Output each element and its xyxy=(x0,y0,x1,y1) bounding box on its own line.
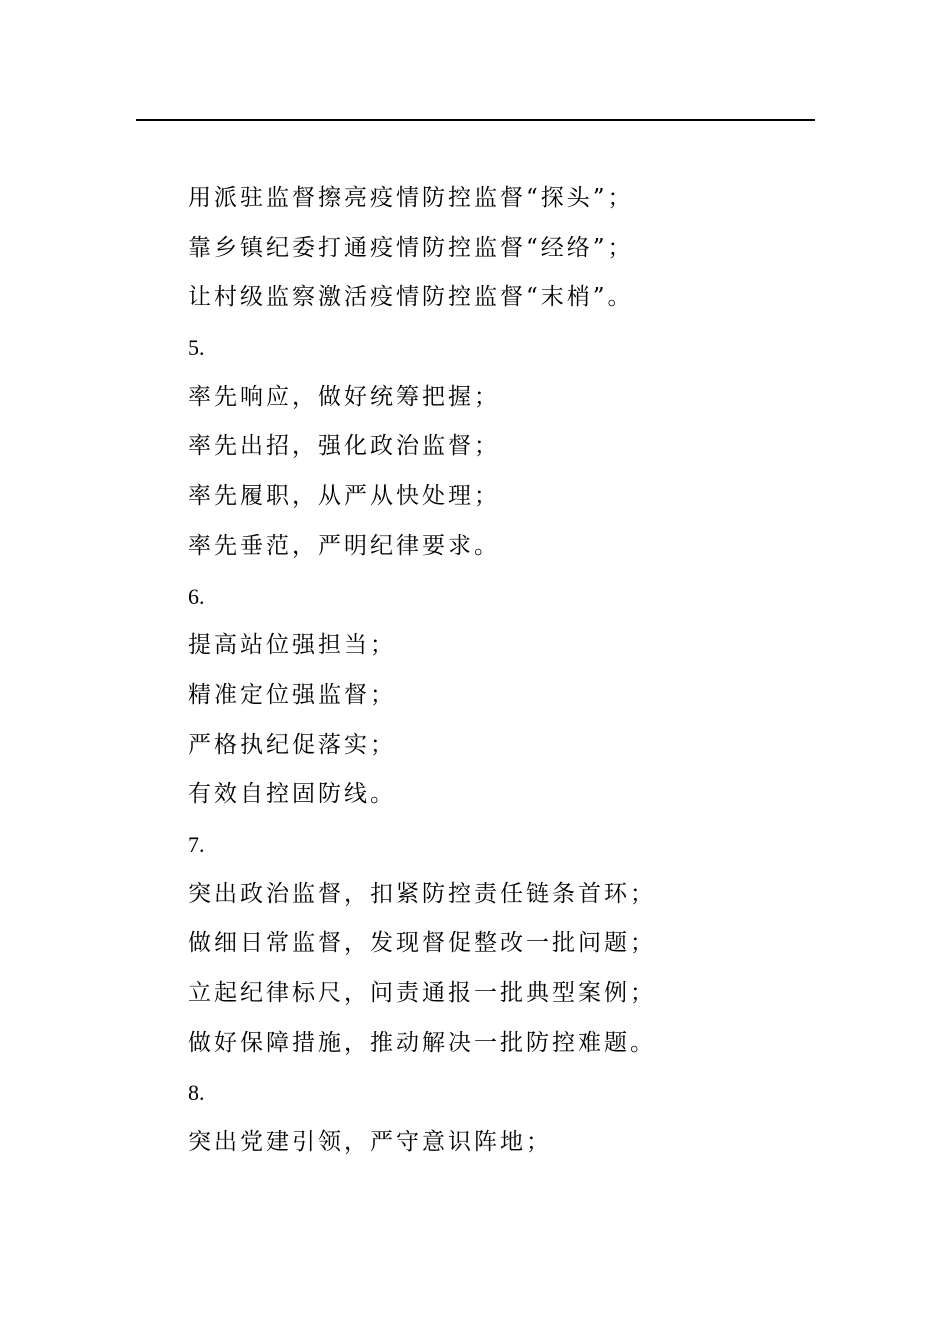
text-line: 突出政治监督，扣紧防控责任链条首环； xyxy=(188,880,656,907)
text-line: 做细日常监督，发现督促整改一批问题； xyxy=(188,930,656,957)
section-number: 5. xyxy=(188,335,205,361)
document-body xyxy=(188,174,828,1168)
header-rule xyxy=(136,119,815,121)
section-number: 6. xyxy=(188,583,205,609)
section-number: 8. xyxy=(188,1080,205,1106)
text-line: 率先响应，做好统筹把握； xyxy=(188,383,500,410)
text-line: 率先垂范，严明纪律要求。 xyxy=(188,532,500,559)
text-line: 做好保障措施，推动解决一批防控难题。 xyxy=(188,1029,656,1056)
section-number: 7. xyxy=(188,831,205,857)
text-line: 提高站位强担当； xyxy=(188,632,396,659)
text-line: 精准定位强监督； xyxy=(188,681,396,708)
text-line: 有效自控固防线。 xyxy=(188,781,396,808)
text-line: 严格执纪促落实； xyxy=(188,731,396,758)
text-line: 突出党建引领，严守意识阵地； xyxy=(188,1129,552,1156)
text-line: 立起纪律标尺，问责通报一批典型案例； xyxy=(188,980,656,1006)
text-line: 让村级监察激活疫情防控监督“末梢”。 xyxy=(188,284,634,311)
text-line: 靠乡镇纪委打通疫情防控监督“经络”； xyxy=(188,234,634,261)
text-line: 率先履职，从严从快处理； xyxy=(188,483,500,510)
text-line: 用派驻监督擦亮疫情防控监督“探头”； xyxy=(188,185,634,211)
text-line: 率先出招，强化政治监督； xyxy=(188,433,500,460)
